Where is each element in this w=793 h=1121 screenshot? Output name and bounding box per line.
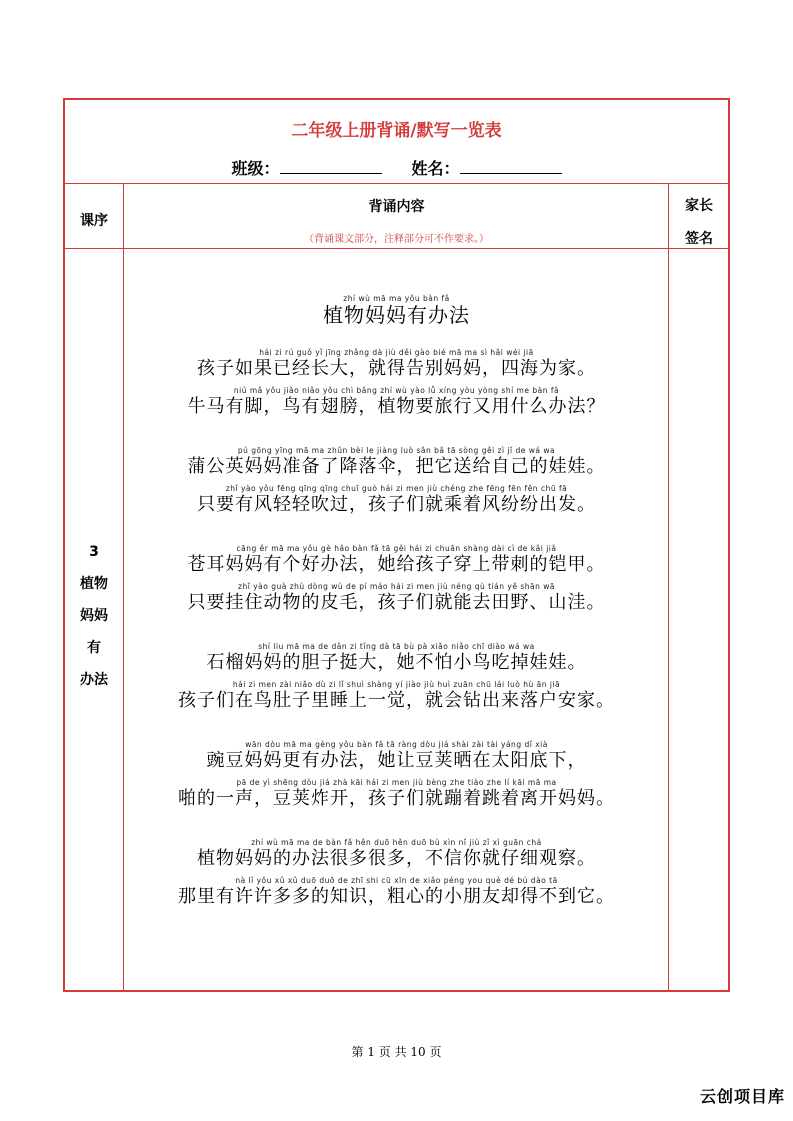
hanzi: 孩子如果已经长大，就得告别妈妈，四海为家。 [197,358,596,379]
pinyin: cāng ěr mā ma yǒu gè hǎo bàn fǎ tā gěi hái zi chuān shàng dài cì de kǎi jiǎ [236,544,557,553]
hanzi: 只要挂住动物的皮毛，孩子们就能去田野、山洼。 [187,592,606,613]
page-number: 第 1 页 共 10 页 [351,1045,442,1059]
hanzi: 只要有风轻轻吹过，孩子们就乘着风纷纷出发。 [197,494,596,515]
hanzi: 石榴妈妈的胆子挺大，她不怕小鸟吃掉娃娃。 [206,652,587,673]
poem-line [125,680,668,718]
poem-title-block [125,294,668,326]
poem-line [125,446,668,484]
pinyin: hái zi men zài niǎo dù zi lǐ shuì shàng yí jiào jiù huì zuān chū lái luò hù ān jiā [232,680,561,689]
poem-line [125,740,668,778]
hanzi: 植物妈妈的办法很多很多，不信你就仔细观察。 [197,848,596,869]
poem-line [125,544,668,582]
class-label: 班级： [231,159,280,178]
parent-column-divider [668,183,669,990]
class-blank[interactable] [280,159,382,174]
pinyin: zhǐ yào yǒu fēng qīng qīng chuī guò hái zi men jiù chéng zhe fēng fēn fēn chū fā [225,484,568,493]
col-content-header: 背诵内容 [368,199,425,215]
pinyin: nà lǐ yǒu xǔ xǔ duō duō de zhī shi cū xīn de xiǎo péng you què dé bú dào tā [235,876,558,885]
hanzi: 啪的一声，豆荚炸开，孩子们就蹦着跳着离开妈妈。 [178,788,615,809]
poem-line [125,348,668,386]
watermark: 云创项目库 [699,1087,785,1106]
pinyin: wān dòu mā ma gèng yǒu bàn fǎ tā ràng dòu jiá shài zài tài yáng dǐ xià [245,740,548,749]
col-parent-header-2: 签名 [685,231,713,247]
lesson-number: 3 [89,544,99,560]
poem-line [125,876,668,914]
lesson-column-divider [123,183,124,990]
poem-line [125,642,668,680]
lesson-title-line: 妈妈 [80,608,108,624]
hanzi: 苍耳妈妈有个好办法，她给孩子穿上带刺的铠甲。 [187,554,606,575]
poem [125,294,668,914]
pinyin: zhǐ yào guà zhù dòng wù de pí máo hái zi men jiù néng qù tián yě shān wā [238,582,555,591]
pinyin: niú mǎ yǒu jiǎo niǎo yǒu chì bǎng zhí wù yào lǚ xíng yòu yòng shí me bàn fǎ [233,386,560,395]
hanzi: 那里有许许多多的知识，粗心的小朋友却得不到它。 [178,886,615,907]
header-divider [65,183,728,184]
pinyin: pú gōng yīng mā ma zhǔn bèi le jiàng luò sǎn bǎ tā sòng gěi zì jǐ de wá wa [237,446,556,455]
lesson-title-line: 有 [87,640,101,656]
worksheet-frame [63,98,730,992]
name-label: 姓名： [411,159,460,178]
hanzi: 牛马有脚，鸟有翅膀，植物要旅行又用什么办法？ [187,396,606,417]
pinyin: zhí wù mā ma de bàn fǎ hěn duō hěn duō bù xìn nǐ jiù zǐ xì guān chá [251,838,542,847]
lesson-title-line: 办法 [80,672,108,688]
poem-line [125,386,668,424]
poem-line [125,484,668,522]
hanzi: 孩子们在鸟肚子里睡上一觉，就会钻出来落户安家。 [178,690,615,711]
class-name-line [65,156,728,179]
hanzi: 豌豆妈妈更有办法，她让豆荚晒在太阳底下， [206,750,587,771]
col-lesson-header: 课序 [80,213,108,229]
hanzi: 蒲公英妈妈准备了降落伞，把它送给自己的娃娃。 [187,456,606,477]
pinyin: pā de yì shēng dòu jiá zhà kāi hái zi men jiù bèng zhe tiào zhe lí kāi mā ma [236,778,557,787]
col-parent-header-1: 家长 [685,198,713,214]
col-content-note: （背诵课文部分，注释部分可不作要求。） [304,234,489,245]
page-title: 二年级上册背诵/默写一览表 [291,121,502,141]
pinyin: shí liu mā ma de dǎn zi tǐng dà tā bù pà xiǎo niǎo chī diào wá wa [258,642,535,651]
header-bottom-divider [65,248,728,249]
lesson-cell [65,536,123,696]
poem-line [125,778,668,816]
poem-title: 植物妈妈有办法 [323,303,470,327]
poem-title-pinyin: zhí wù mā ma yǒu bàn fǎ [343,294,450,303]
name-blank[interactable] [460,159,562,174]
poem-line [125,582,668,620]
lesson-title-line: 植物 [80,576,108,592]
poem-line [125,838,668,876]
pinyin: hái zi rú guǒ yǐ jīng zhǎng dà jiù děi gào bié mā ma sì hǎi wéi jiā [259,348,534,357]
